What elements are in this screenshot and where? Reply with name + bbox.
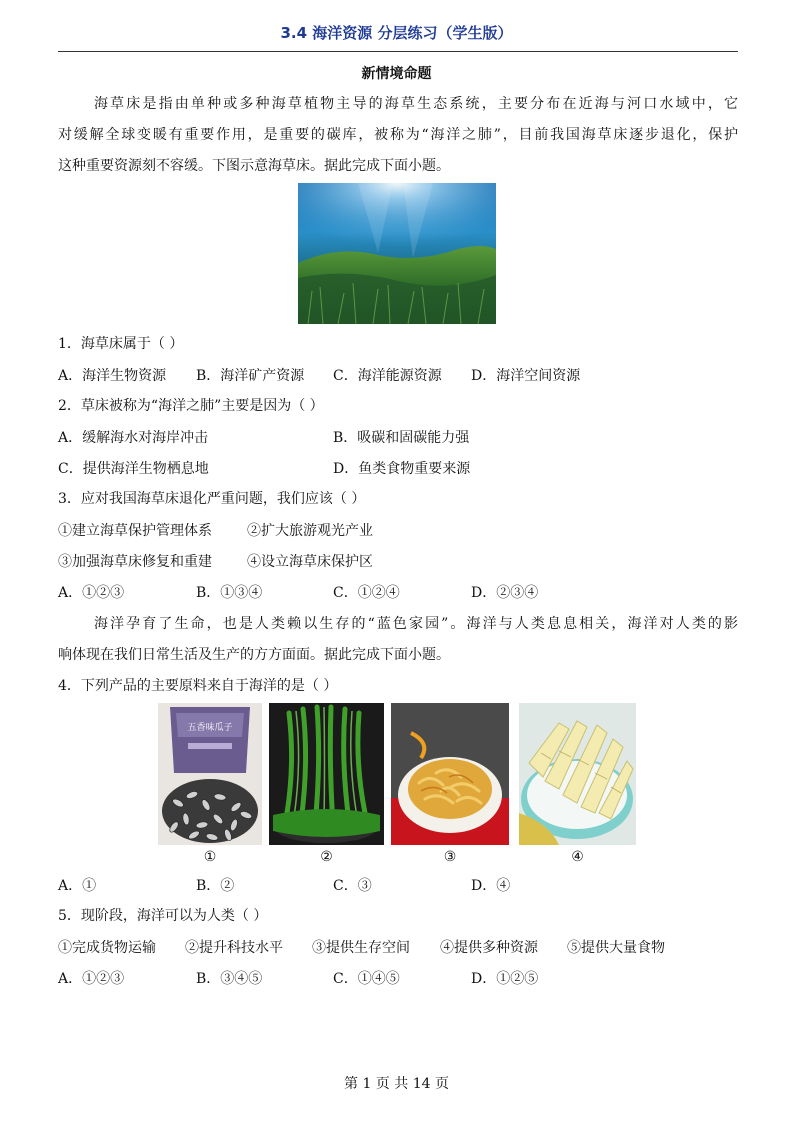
q1-option-c[interactable]: C．海洋能源资源 — [333, 368, 442, 384]
q5-stem: 5．现阶段，海洋可以为人类（ ） — [58, 908, 268, 924]
q5-option-b[interactable]: B．③④⑤ — [196, 971, 263, 987]
q4-image-bamboo-shoots — [519, 703, 636, 845]
q2-stem: 2．草床被称为“海洋之肺”主要是因为（ ） — [58, 398, 324, 414]
q2-option-b[interactable]: B．吸碳和固碳能力强 — [333, 430, 470, 446]
q3-statement-3: ③加强海草床修复和重建 — [58, 554, 212, 570]
q5-statement-2: ②提升科技水平 — [185, 940, 283, 956]
seagrass-bed-image — [298, 183, 496, 324]
q4-package-label: 五香味瓜子 — [187, 723, 233, 733]
q4-image-label-4: ④ — [571, 849, 584, 865]
q1-option-b[interactable]: B．海洋矿产资源 — [196, 368, 305, 384]
passage1-line-1: 海草床是指由单种或多种海草植物主导的海草生态系统，主要分布在近海与河口水域中，它 — [94, 96, 738, 112]
q5-option-c[interactable]: C．①④⑤ — [333, 971, 400, 987]
header-divider — [58, 51, 738, 52]
q5-statement-4: ④提供多种资源 — [440, 940, 538, 956]
q5-option-d[interactable]: D．①②⑤ — [471, 971, 539, 987]
q3-statement-2: ②扩大旅游观光产业 — [247, 523, 373, 539]
q4-option-b[interactable]: B．② — [196, 878, 235, 894]
q1-option-d[interactable]: D．海洋空间资源 — [471, 368, 581, 384]
q2-option-a[interactable]: A．缓解海水对海岸冲击 — [58, 430, 209, 446]
q2-option-c[interactable]: C．提供海洋生物栖息地 — [58, 461, 209, 477]
q1-stem: 1．海草床属于（ ） — [58, 336, 184, 352]
q1-option-a[interactable]: A．海洋生物资源 — [58, 368, 167, 384]
q4-image-label-1: ① — [203, 849, 217, 865]
passage1-line-2: 对缓解全球变暖有重要作用，是重要的碳库，被称为“海洋之肺”，目前我国海草床逐步退化，保护 — [58, 127, 738, 143]
header-title: 3.4 海洋资源 分层练习（学生版） — [280, 24, 513, 42]
page-footer: 第 1 页 共 14 页 — [344, 1076, 449, 1092]
q3-option-c[interactable]: C．①②④ — [333, 585, 400, 601]
q3-option-d[interactable]: D．②③④ — [471, 585, 539, 601]
q4-option-c[interactable]: C．③ — [333, 878, 372, 894]
q2-option-d[interactable]: D．鱼类食物重要来源 — [333, 461, 471, 477]
q4-image-kelp — [269, 703, 384, 845]
q4-image-label-3: ③ — [443, 849, 457, 865]
q4-option-a[interactable]: A．① — [58, 878, 97, 894]
section-title: 新情境命题 — [361, 66, 432, 82]
passage2-line-1: 海洋孕育了生命，也是人类赖以生存的“蓝色家园”。海洋与人类息息相关，海洋对人类的影 — [94, 616, 738, 632]
q5-statement-3: ③提供生存空间 — [312, 940, 410, 956]
q5-statement-1: ①完成货物运输 — [58, 940, 156, 956]
q5-option-a[interactable]: A．①②③ — [58, 971, 125, 987]
q4-image-sunflower-seeds — [158, 703, 262, 845]
q3-stem: 3．应对我国海草床退化严重问题，我们应该（ ） — [58, 491, 366, 507]
passage1-line-3: 这种重要资源刻不容缓。下图示意海草床。据此完成下面小题。 — [58, 158, 450, 174]
q4-stem: 4．下列产品的主要原料来自于海洋的是（ ） — [58, 678, 338, 694]
q3-option-a[interactable]: A．①②③ — [58, 585, 125, 601]
q3-statement-1: ①建立海草保护管理体系 — [58, 523, 212, 539]
q3-option-b[interactable]: B．①③④ — [196, 585, 263, 601]
q4-image-shredded-dish — [391, 703, 509, 845]
q3-statement-4: ④设立海草床保护区 — [247, 554, 373, 570]
passage2-line-2: 响体现在我们日常生活及生产的方方面面。据此完成下面小题。 — [58, 647, 450, 663]
q4-option-d[interactable]: D．④ — [471, 878, 511, 894]
q4-image-label-2: ② — [320, 849, 333, 865]
q5-statement-5: ⑤提供大量食物 — [567, 940, 665, 956]
